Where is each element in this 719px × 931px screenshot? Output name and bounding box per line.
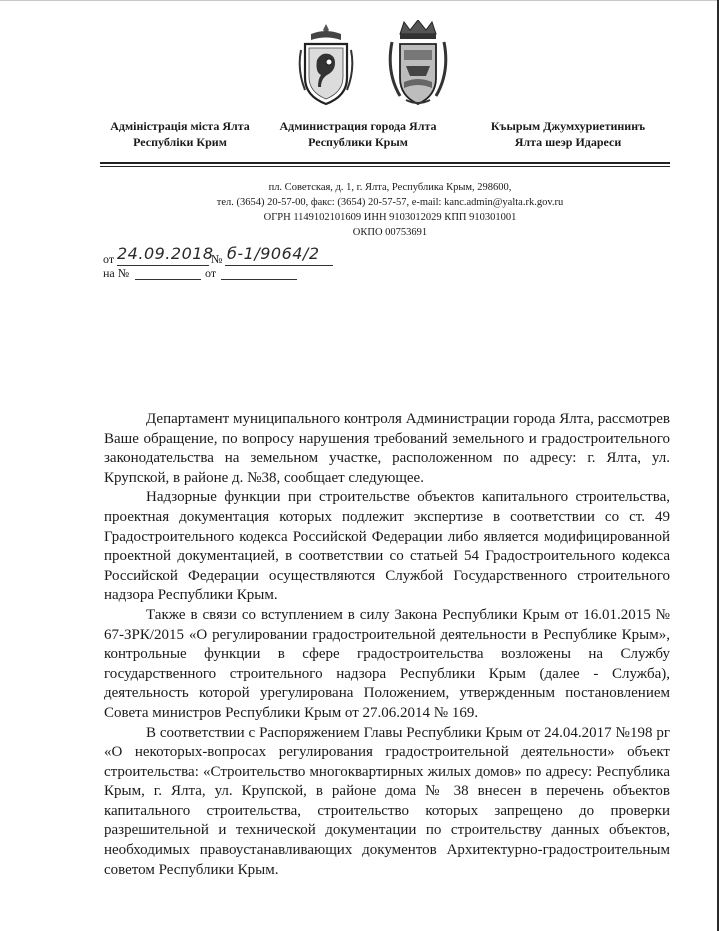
incoming-reference: [103, 266, 363, 284]
page-edge-top: [0, 0, 719, 1]
contact-block: [180, 180, 600, 240]
letter-body: [104, 410, 670, 880]
org-name-russian: [268, 118, 448, 150]
contact-address: пл. Советская, д. 1, г. Ялта, Республика Крым, 298600,: [268, 182, 512, 193]
org-name-crimean-tatar: [468, 118, 668, 150]
outgoing-registration: [103, 244, 363, 268]
org-name-ukrainian: [100, 118, 260, 150]
body-paragraph-4: В соответствии с Распоряжением Главы Республики Крым от 24.04.2017 №198 рг «О некоторых-вопросах регулирования градостроительной деятельности» объект строительства: «Строительство многоквартирных жилых домов» по адресу: Республика Крым, г. Ялта, ул. Крупской, в районе дома № 38 внесен в перечень объектов капитального строительства, строительство которых запрещено до проверки разрешительной и технической документации по строительству данных объектов, необходимых правоустанавливающих документов Архитектурно-градостроительным советом Республики Крым.: [104, 724, 670, 878]
reply-date-underline: [221, 279, 297, 280]
body-paragraph-2: Надзорные функции при строительстве объектов капитального строительства, проектная документация которых подлежит экспертизе в соответствии со ст. 49 Градостроительного кодекса Российской Федерации либо является модифицированной проектной документацией, в соответствии со статьей 54 Градостроительного кодекса Российской Федерации осуществляются Службой Государственного строительного надзора Республики Крым.: [104, 489, 670, 604]
letterhead-divider-thin: [100, 166, 670, 167]
contact-registration-codes: ОГРН 1149102101609 ИНН 9103012029 КПП 910301001: [263, 212, 517, 223]
body-paragraph-1: Департамент муниципального контроля Администрации города Ялта, рассмотрев Ваше обращение, по вопросу нарушения требований земельного и градостроительного законодательства на земельном участке, расположенном по адресу: г. Ялта, ул. Крупской, в районе д. №38, сообщает следующее.: [104, 411, 670, 486]
crimea-coat-of-arms-icon: [297, 20, 355, 108]
yalta-coat-of-arms-icon: [386, 20, 450, 108]
handwritten-date: 24.09.2018: [117, 244, 214, 263]
from-label: от: [103, 252, 115, 266]
reply-number-label: на №: [103, 266, 130, 280]
org-name-russian-line1: Администрация города Ялта: [279, 119, 437, 133]
org-name-russian-line2: Республики Крым: [308, 135, 408, 149]
org-name-crimean-tatar-line1: Къырым Джумхуриетининъ: [490, 119, 646, 133]
letterhead-divider: [100, 162, 670, 164]
reply-from-label: от: [205, 266, 217, 280]
contact-phone-email: тел. (3654) 20-57-00, факс: (3654) 20-57-57, e-mail: kanc.admin@yalta.rk.gov.ru: [216, 197, 564, 208]
org-name-crimean-tatar-line2: Ялта шеэр Идареси: [514, 135, 622, 149]
number-label: №: [211, 252, 223, 266]
handwritten-number: б-1/9064/2: [227, 244, 320, 263]
reply-number-underline: [135, 279, 201, 280]
org-name-ukrainian-line2: Республіки Крим: [133, 135, 227, 149]
body-paragraph-3: Также в связи со вступлением в силу Закона Республики Крым от 16.01.2015 № 67-ЗРК/2015 «О регулировании градостроительной деятельности в Республике Крым», контрольные функции в сфере градостроительства возложены на Службу государственного строительного надзора Республики Крым (далее - Служба), деятельность которой урегулирована Положением, утвержденным постановлением Совета министров Республики Крым от 27.06.2014 № 169.: [104, 606, 670, 721]
contact-okpo: ОКПО 00753691: [352, 227, 428, 238]
org-name-ukrainian-line1: Адміністрація міста Ялта: [110, 119, 250, 133]
